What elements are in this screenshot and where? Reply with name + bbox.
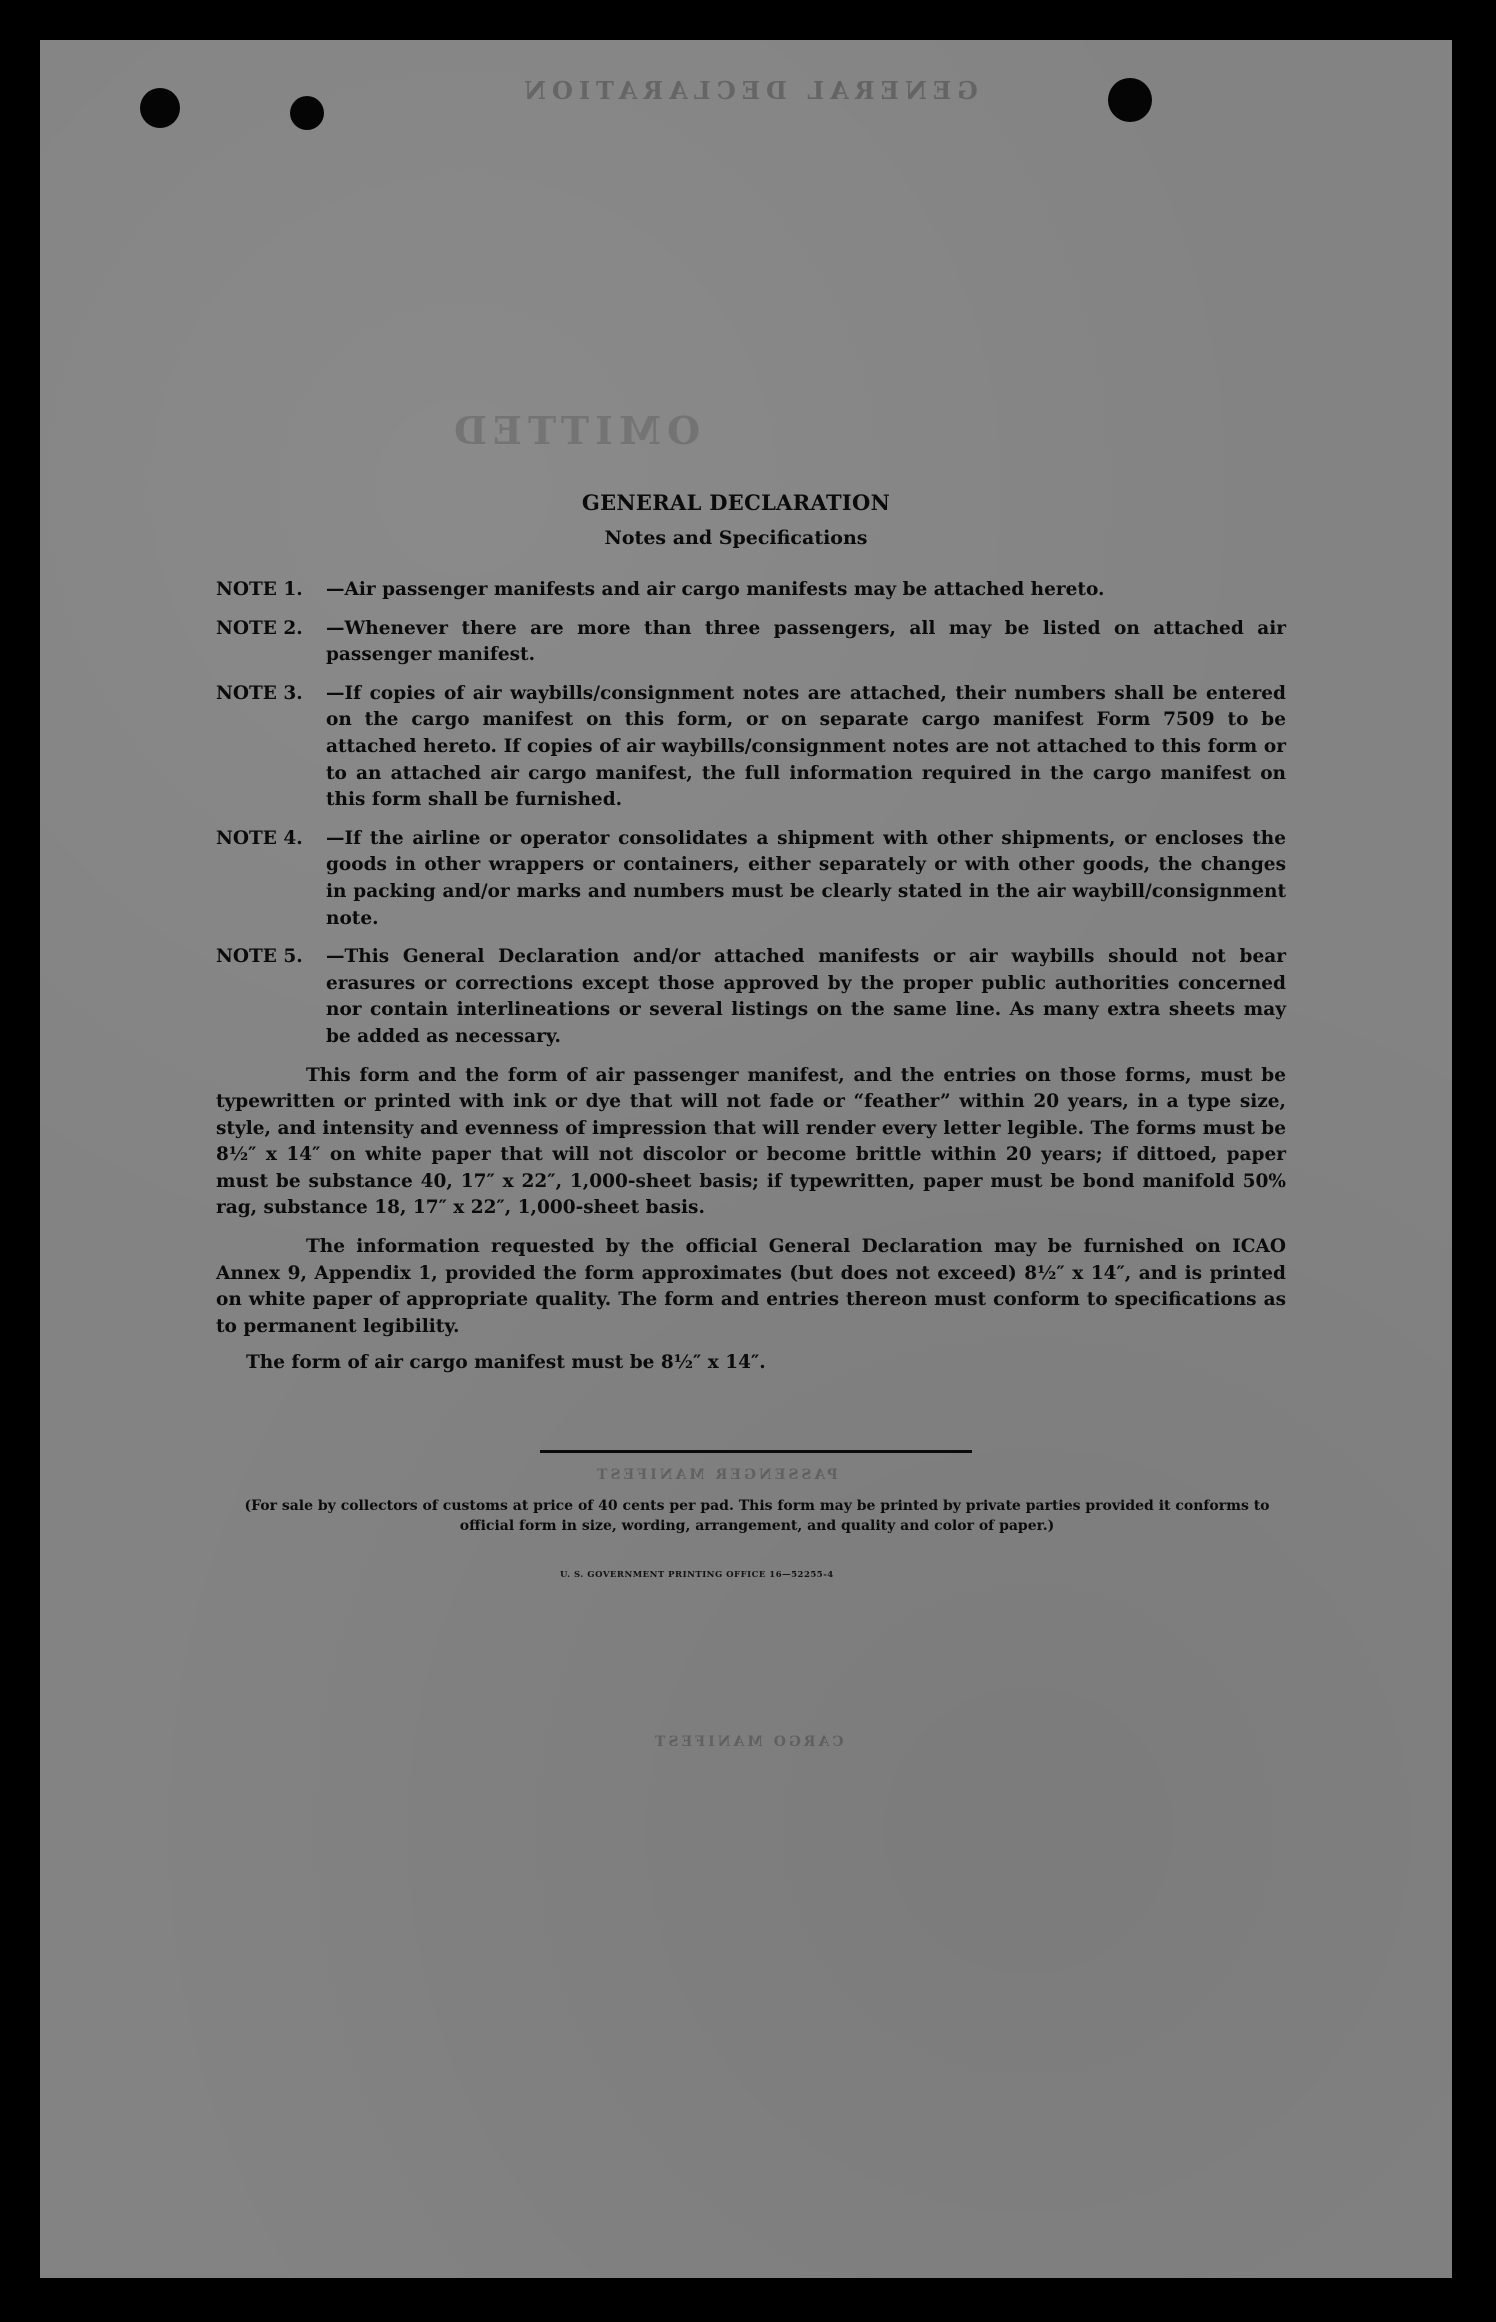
paper-requirements-paragraph: This form and the form of air passenger manifest, and the entries on those forms, must be typewritten or printed with ink or dye that will not fade or “feather” within 20 years, in a type size, style, and intensity and evenness of impression that will render every letter legible. The forms must be 8½″ x 14″ on white paper that will not discolor or become brittle within 20 years; if dittoed, paper must be substance 40, 17″ x 22″, 1,000-sheet basis; if typewritten, paper must be bond manifold 50% rag, substance 18, 17″ x 22″, 1,000-sheet basis. xyxy=(216,1064,1286,1219)
note-text: —Air passenger manifests and air cargo manifests may be attached hereto. xyxy=(326,579,1105,600)
signature-rule xyxy=(540,1450,972,1453)
note-number: 4. xyxy=(283,827,303,849)
show-through-passenger: PASSENGER MANIFEST xyxy=(594,1467,838,1483)
note-word: NOTE xyxy=(216,617,277,639)
declaration-subtitle: Notes and Specifications xyxy=(604,527,868,549)
note-2 xyxy=(176,616,1296,669)
note-number: 1. xyxy=(283,579,303,600)
note-5 xyxy=(176,944,1296,1050)
note-label xyxy=(176,944,326,1050)
punch-hole-center xyxy=(290,96,324,130)
note-number: 3. xyxy=(283,682,303,704)
note-word: NOTE xyxy=(216,946,277,968)
note-word: NOTE xyxy=(216,579,277,600)
note-4 xyxy=(176,826,1296,932)
note-label xyxy=(176,616,326,669)
show-through-heading: GENERAL DECLARATION xyxy=(518,76,978,105)
note-text: —If the airline or operator consolidates a shipment with other shipments, or encloses the goods in other wrappers or containers, either separately or with other goods, the changes in packing and/or marks and numbers must be clearly stated in the air waybill/consignment note. xyxy=(326,827,1286,929)
notes-section xyxy=(176,490,1296,1373)
note-1 xyxy=(176,577,1296,604)
note-text: —If copies of air waybills/consignment notes are attached, their numbers shall be entered on the cargo manifest on this form, or on separate cargo manifest Form 7509 to be attached hereto. If copies of air waybills/consignment notes are not attached to this form or to an attached air cargo manifest, the full information required in the cargo manifest on this form shall be furnished. xyxy=(326,682,1286,811)
note-label xyxy=(176,826,326,932)
show-through-omitted: OMITTED xyxy=(448,408,701,453)
printer-imprint: U. S. GOVERNMENT PRINTING OFFICE 16—52255-4 xyxy=(560,1570,834,1580)
note-3 xyxy=(176,681,1296,814)
punch-hole-left xyxy=(140,88,180,128)
note-word: NOTE xyxy=(216,827,277,849)
note-number: 5. xyxy=(283,946,303,968)
note-label xyxy=(176,577,326,604)
punch-hole-right xyxy=(1108,78,1152,122)
note-text: —Whenever there are more than three passengers, all may be listed on attached air passenger manifest. xyxy=(326,617,1286,666)
note-number: 2. xyxy=(283,617,303,639)
declaration-title: GENERAL DECLARATION xyxy=(581,490,891,515)
icao-paragraph: The information requested by the official General Declaration may be furnished on ICAO Annex 9, Appendix 1, provided the form approximates (but does not exceed) 8½″ x 14″, and is printed on white paper of appropriate quality. The form and entries thereon must conform to specifications as to permanent legibility. xyxy=(216,1236,1286,1337)
note-word: NOTE xyxy=(216,682,277,704)
cargo-manifest-size-line: The form of air cargo manifest must be 8½″ x 14″. xyxy=(246,1352,766,1374)
show-through-cargo: CARGO MANIFEST xyxy=(652,1734,844,1750)
note-text: —This General Declaration and/or attached manifests or air waybills should not bear erasures or corrections except those approved by the proper public authorities concerned nor contain interlineations or several listings on the same line. As many extra sheets may be added as necessary. xyxy=(326,946,1286,1047)
note-label xyxy=(176,681,326,814)
sale-notice: (For sale by collectors of customs at price of 40 cents per pad. This form may be printed by private parties provided it conforms to official form in size, wording, arrangement, and quality and color of paper.) xyxy=(244,1498,1270,1534)
